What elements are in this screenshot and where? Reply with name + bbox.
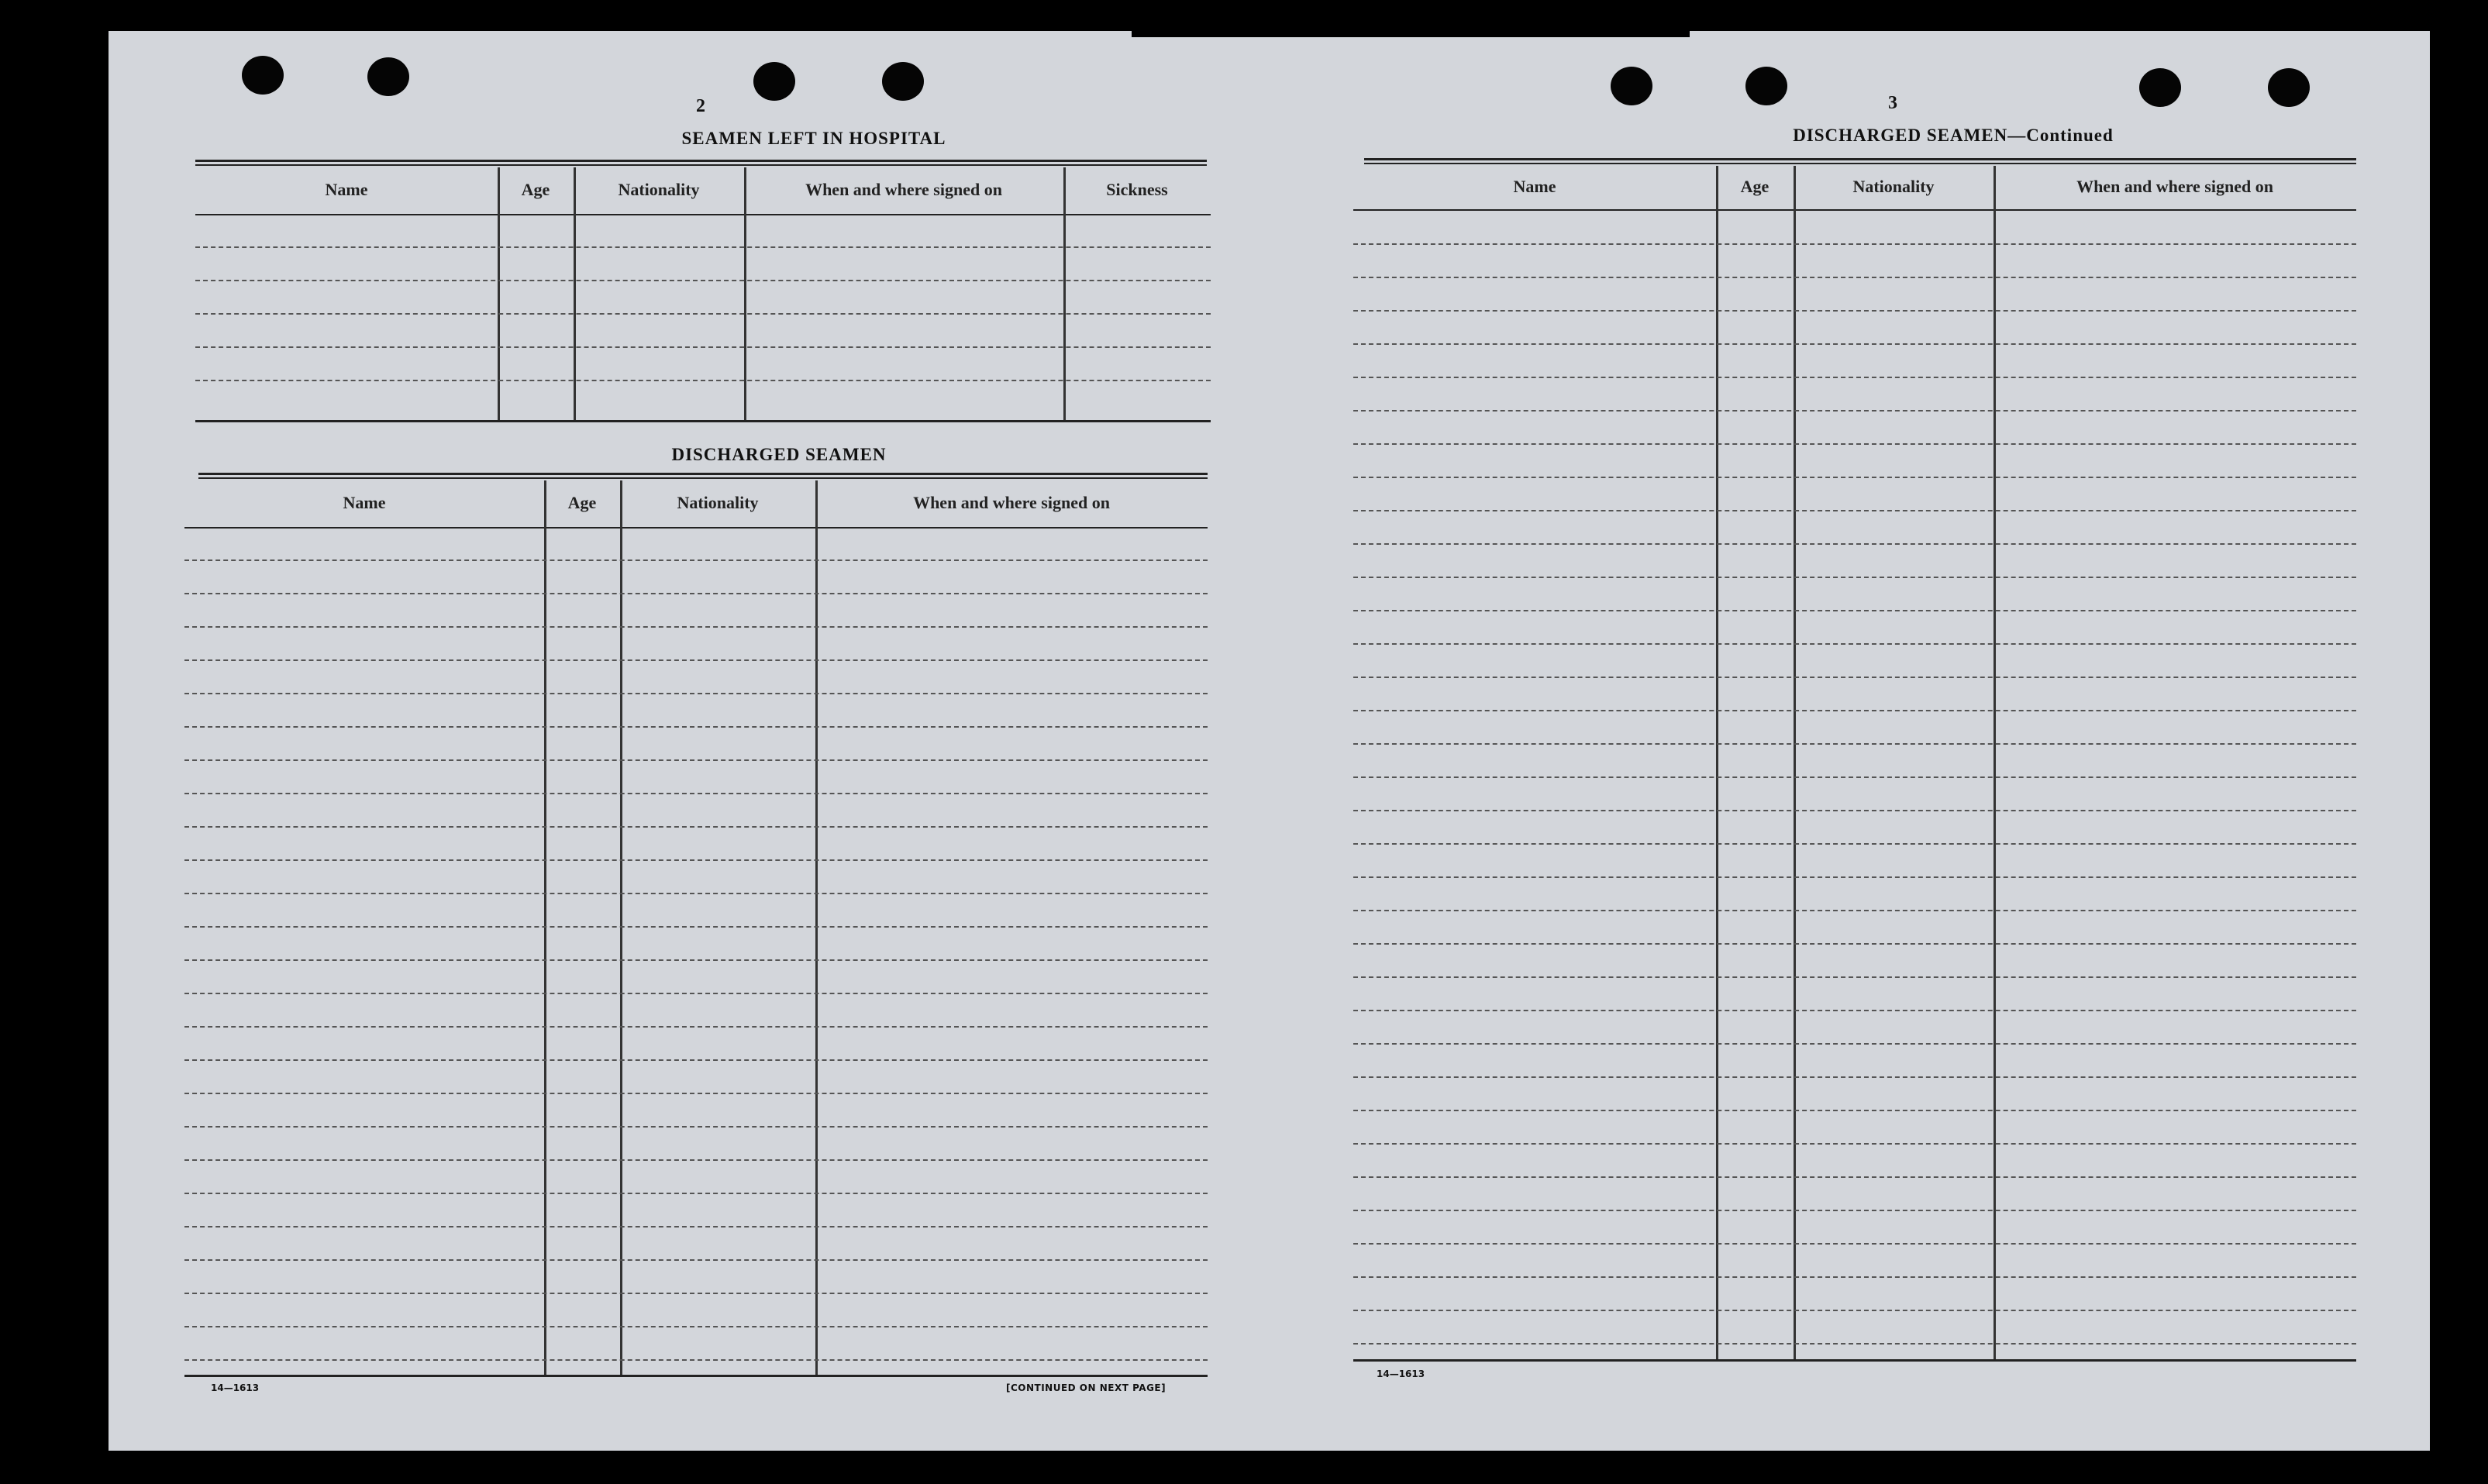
table-row <box>195 280 1211 281</box>
rule <box>1364 158 2356 160</box>
column-divider <box>574 167 576 420</box>
table-row <box>1353 643 2356 645</box>
punch-hole <box>1745 67 1787 105</box>
table-row <box>184 626 1208 628</box>
table-row <box>1353 1076 2356 1078</box>
page-number: 3 <box>1888 93 1897 113</box>
table-row <box>1353 1310 2356 1311</box>
table-row <box>184 659 1208 661</box>
column-header: Name <box>325 180 368 199</box>
column-header: Sickness <box>1106 180 1168 199</box>
column-header: Nationality <box>618 180 700 199</box>
table-row <box>184 759 1208 761</box>
table-row <box>1353 776 2356 778</box>
header-rule <box>184 527 1208 529</box>
table-row <box>184 993 1208 994</box>
section-title-continued: DISCHARGED SEAMEN—Continued <box>1793 126 2114 145</box>
table-row <box>1353 310 2356 312</box>
table-row <box>195 346 1211 348</box>
punch-hole <box>1611 67 1652 105</box>
rule <box>1364 163 2356 164</box>
table-row <box>184 593 1208 594</box>
table-row <box>1353 1243 2356 1245</box>
document-sheet <box>109 31 2430 1451</box>
form-number: 14—1613 <box>1377 1369 1425 1379</box>
table-row <box>184 859 1208 861</box>
table-row <box>1353 876 2356 878</box>
table-row <box>1353 710 2356 711</box>
table-row <box>1353 243 2356 245</box>
column-header: Nationality <box>677 493 759 512</box>
table-row <box>1353 1176 2356 1178</box>
table-row <box>1353 1010 2356 1011</box>
column-divider <box>1063 167 1066 420</box>
punch-hole <box>882 62 924 101</box>
table-row <box>184 826 1208 828</box>
table-row <box>1353 810 2356 811</box>
column-header: When and where signed on <box>913 493 1110 512</box>
table-row <box>1353 1043 2356 1045</box>
table-row <box>184 1259 1208 1261</box>
table-row <box>1353 1143 2356 1145</box>
table-row <box>1353 543 2356 545</box>
punch-hole <box>2268 68 2310 107</box>
table-row <box>184 1326 1208 1327</box>
table-row <box>184 793 1208 794</box>
table-row <box>184 1126 1208 1128</box>
rule <box>195 164 1207 166</box>
table-row <box>1353 943 2356 945</box>
bottom-rule <box>195 420 1211 422</box>
table-row <box>184 926 1208 928</box>
table-row <box>1353 343 2356 345</box>
column-divider <box>544 480 546 1375</box>
column-divider <box>744 167 746 420</box>
table-row <box>1353 843 2356 845</box>
table-row <box>184 1293 1208 1294</box>
table-row <box>1353 410 2356 411</box>
form-number: 14—1613 <box>211 1382 260 1393</box>
table-row <box>1353 976 2356 978</box>
bottom-rule <box>184 1375 1208 1377</box>
table-row <box>184 1093 1208 1094</box>
table-row <box>1353 677 2356 678</box>
column-divider <box>620 480 622 1375</box>
rule <box>195 160 1207 162</box>
table-row <box>1353 610 2356 611</box>
table-row <box>184 1226 1208 1227</box>
column-divider <box>498 167 500 420</box>
column-divider <box>1794 166 1796 1359</box>
table-row <box>1353 510 2356 511</box>
column-header: Name <box>343 493 386 512</box>
column-divider <box>815 480 818 1375</box>
section-title-hospital: SEAMEN LEFT IN HOSPITAL <box>681 129 946 148</box>
table-row <box>1353 1276 2356 1278</box>
table-row <box>184 1059 1208 1061</box>
column-divider <box>1716 166 1718 1359</box>
table-row <box>1353 577 2356 578</box>
punch-hole <box>242 56 284 95</box>
header-rule <box>195 214 1211 215</box>
table-row <box>1353 743 2356 745</box>
table-row <box>1353 443 2356 445</box>
table-row <box>184 1359 1208 1361</box>
column-header: Nationality <box>1852 177 1935 196</box>
punch-hole <box>2139 68 2181 107</box>
table-row <box>184 726 1208 728</box>
table-row <box>184 1193 1208 1194</box>
column-header: When and where signed on <box>2076 177 2273 196</box>
column-header: Age <box>1740 177 1770 196</box>
table-row <box>184 693 1208 694</box>
bottom-rule <box>1353 1359 2356 1362</box>
table-row <box>1353 1210 2356 1211</box>
punch-hole <box>367 57 409 96</box>
header-rule <box>1353 209 2356 211</box>
table-row <box>184 1159 1208 1161</box>
table-row <box>1353 277 2356 278</box>
rule <box>198 473 1208 475</box>
table-row <box>184 959 1208 961</box>
table-row <box>1353 377 2356 378</box>
table-row <box>1353 1343 2356 1345</box>
table-row <box>195 246 1211 248</box>
column-divider <box>1994 166 1996 1359</box>
table-row <box>1353 477 2356 478</box>
table-row <box>184 1026 1208 1028</box>
column-header: Name <box>1513 177 1556 196</box>
continued-note: [CONTINUED ON NEXT PAGE] <box>1006 1382 1166 1393</box>
table-row <box>195 380 1211 381</box>
table-row <box>1353 910 2356 911</box>
section-title-discharged: DISCHARGED SEAMEN <box>671 445 887 464</box>
table-row <box>195 313 1211 315</box>
punch-hole <box>753 62 795 101</box>
top-edge-tear <box>1132 31 1690 37</box>
page-number: 2 <box>696 96 705 116</box>
rule <box>198 477 1208 479</box>
table-row <box>184 560 1208 561</box>
column-header: Age <box>521 180 550 199</box>
column-header: Age <box>567 493 597 512</box>
column-header: When and where signed on <box>805 180 1002 199</box>
table-row <box>184 893 1208 894</box>
table-row <box>1353 1110 2356 1111</box>
